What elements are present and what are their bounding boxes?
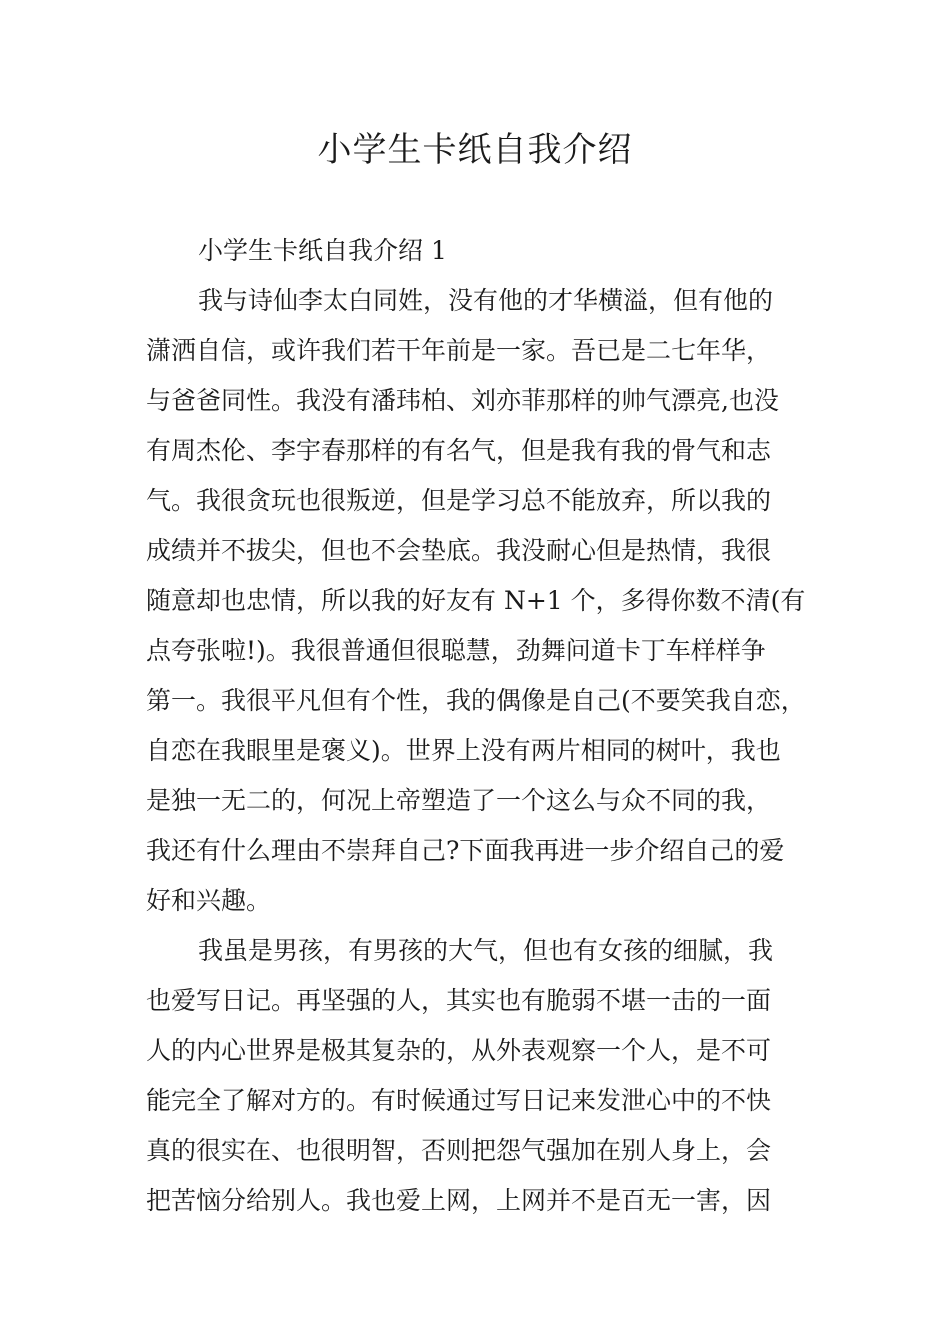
paragraph-line: 成绩并不拔尖，但也不会垫底。我没耐心但是热情，我很 xyxy=(146,536,772,565)
document-title: 小学生卡纸自我介绍 xyxy=(317,130,633,170)
document-body xyxy=(146,226,818,1226)
paragraph-line: 好和兴趣。 xyxy=(146,886,272,915)
paragraph-line: 潇洒自信，或许我们若干年前是一家。吾已是二七年华， xyxy=(146,336,772,365)
paragraph-line: 有周杰伦、李宇春那样的有名气，但是我有我的骨气和志 xyxy=(146,436,772,465)
paragraph-line: 我与诗仙李太白同姓，没有他的才华横溢，但有他的 xyxy=(198,286,774,315)
paragraph-line: 我虽是男孩，有男孩的大气，但也有女孩的细腻，我 xyxy=(198,936,774,965)
paragraph-line: 气。我很贪玩也很叛逆，但是学习总不能放弃，所以我的 xyxy=(146,486,772,515)
paragraph-line: 第一。我很平凡但有个性，我的偶像是自己(不要笑我自恋， xyxy=(146,686,806,715)
paragraph-line: 人的内心世界是极其复杂的，从外表观察一个人，是不可 xyxy=(146,1036,772,1065)
paragraph-line: 自恋在我眼里是褒义)。世界上没有两片相同的树叶，我也 xyxy=(146,736,781,765)
paragraph-line: 我还有什么理由不崇拜自己?下面我再进一步介绍自己的爱 xyxy=(146,836,785,865)
paragraph-line: 真的很实在、也很明智，否则把怨气强加在别人身上，会 xyxy=(146,1136,772,1165)
paragraph-line: 也爱写日记。再坚强的人，其实也有脆弱不堪一击的一面 xyxy=(146,986,772,1015)
section-heading: 小学生卡纸自我介绍 1 xyxy=(198,236,447,265)
paragraph-line: 随意却也忠情，所以我的好友有 N+1 个，多得你数不清(有 xyxy=(146,586,806,615)
paragraph-line: 与爸爸同性。我没有潘玮柏、刘亦菲那样的帅气漂亮,也没 xyxy=(146,386,779,415)
paragraph-line: 把苦恼分给别人。我也爱上网，上网并不是百无一害，因 xyxy=(146,1186,772,1215)
paragraph-line: 点夸张啦!)。我很普通但很聪慧，劲舞问道卡丁车样样争 xyxy=(146,636,766,665)
paragraph-line: 是独一无二的，何况上帝塑造了一个这么与众不同的我， xyxy=(146,786,772,815)
paragraph-line: 能完全了解对方的。有时候通过写日记来发泄心中的不快 xyxy=(146,1086,772,1115)
